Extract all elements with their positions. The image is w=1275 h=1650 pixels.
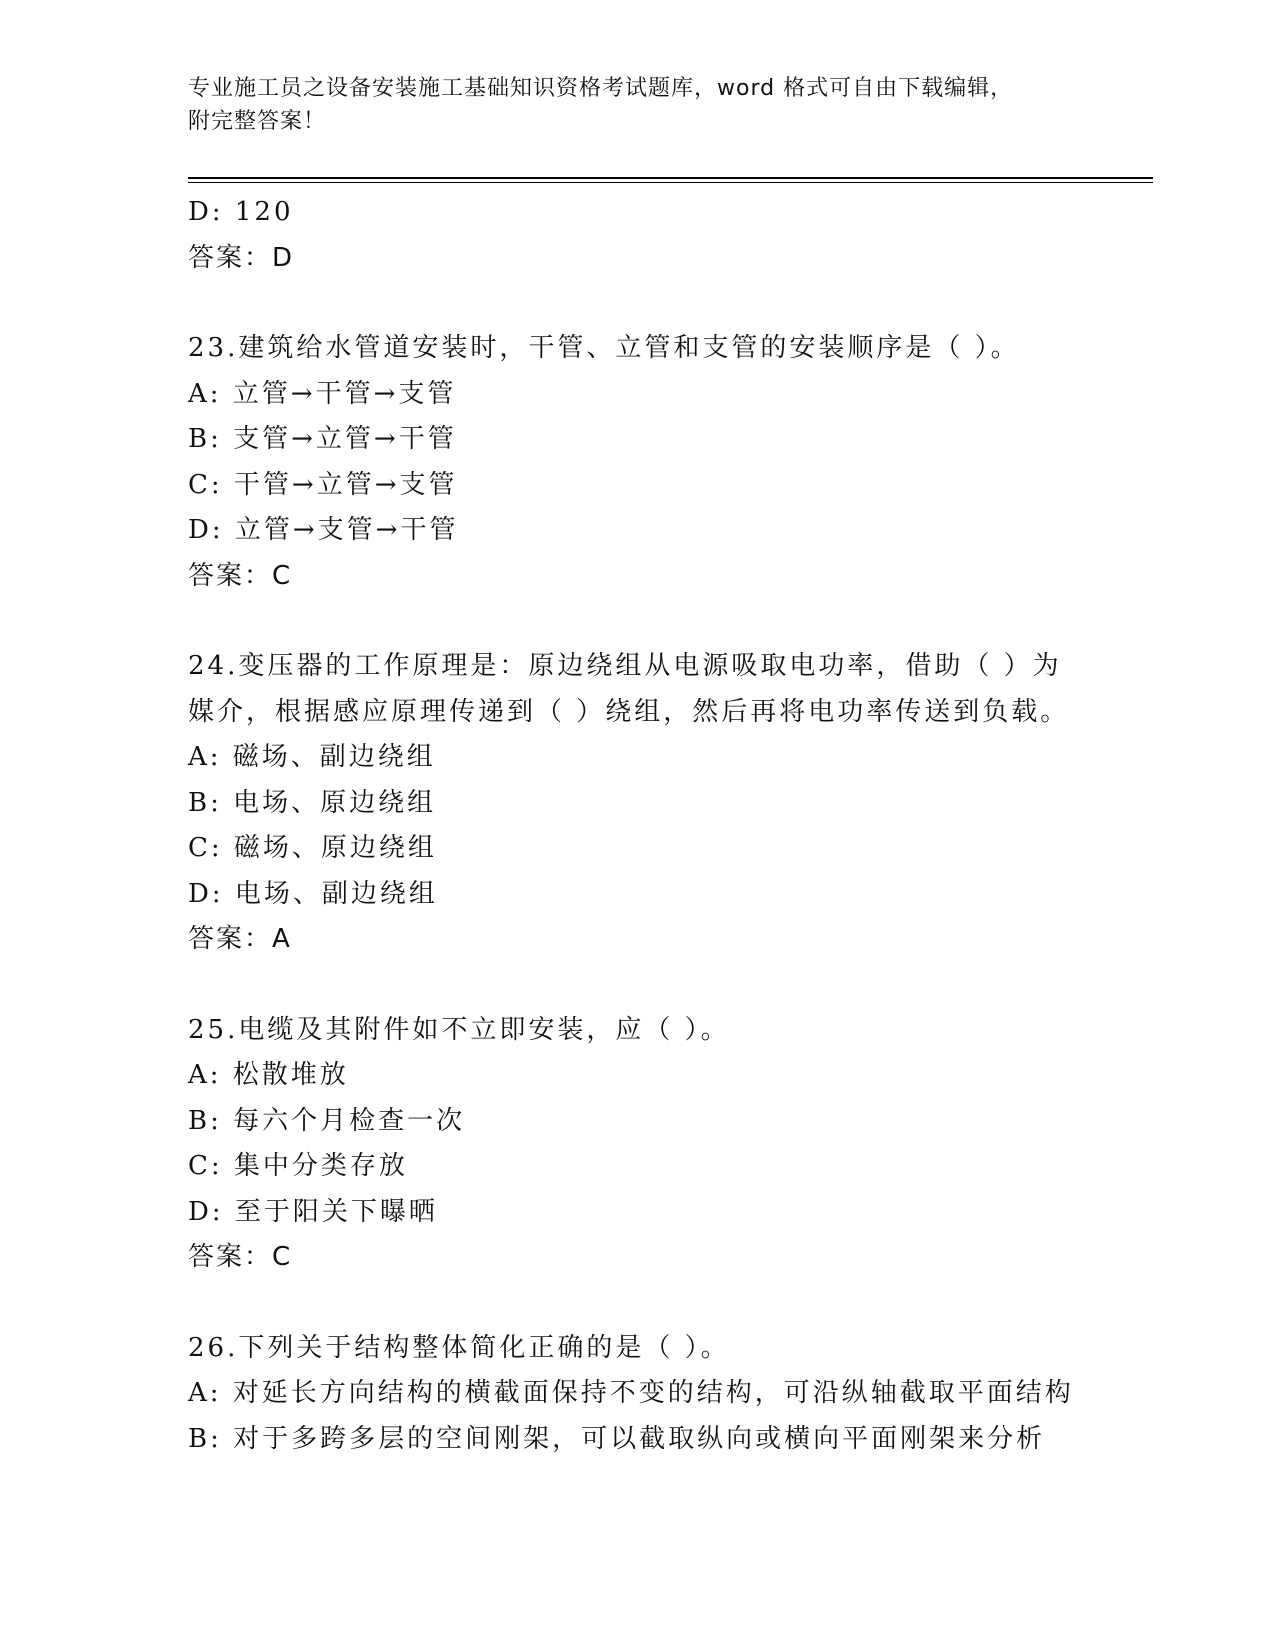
question-stem: 25.电缆及其附件如不立即安装，应（ ）。 [188,1014,730,1045]
question-content [188,190,1168,1462]
question-block-24 [188,644,1168,963]
option-d: D: 立管→支管→干管 [188,515,459,545]
option-a: A: 松散堆放 [188,1060,349,1090]
option-c: C: 干管→立管→支管 [188,469,458,500]
answer-line: 答案：C [188,560,293,591]
option-b: B: 支管→立管→干管 [188,424,457,454]
question-stem: 23.建筑给水管道安装时，干管、立管和支管的安装顺序是（ ）。 [188,333,1020,363]
carryover-option-d: D: 120 [188,197,294,227]
question-stem-continued: 媒介，根据感应原理传递到（ ）绕组，然后再将电功率传送到负载。 [188,696,1070,727]
option-a: A: 立管→干管→支管 [188,378,457,409]
header-line-1: 专业施工员之设备安装施工基础知识资格考试题库，word 格式可自由下载编辑， [188,76,1014,101]
answer-line: 答案：A [188,924,292,954]
document-header [188,72,1088,138]
option-d: D: 至于阳关下曝晒 [188,1196,438,1227]
question-stem: 24.变压器的工作原理是：原边绕组从电源吸取电功率，借助（ ）为 [188,651,1062,681]
question-block-26 [188,1326,1168,1463]
option-a: A: 对延长方向结构的横截面保持不变的结构，可沿纵轴截取平面结构 [188,1378,1074,1408]
carryover-answer: 答案：D [188,242,295,273]
option-a: A: 磁场、副边绕组 [188,742,436,772]
option-b: B: 电场、原边绕组 [188,787,437,818]
option-d: D: 电场、副边绕组 [188,878,438,909]
answer-line: 答案：C [188,1242,293,1272]
option-c: C: 磁场、原边绕组 [188,833,437,863]
option-c: C: 集中分类存放 [188,1151,408,1181]
option-b: B: 对于多跨多层的空间刚架，可以截取纵向或横向平面刚架来分析 [188,1423,1046,1454]
question-block-23 [188,326,1168,599]
header-divider-thin [188,182,1153,183]
question-stem: 26.下列关于结构整体简化正确的是（ ）。 [188,1332,730,1363]
question-block-25 [188,1008,1168,1281]
header-divider-thick [188,177,1153,179]
header-line-2: 附完整答案！ [188,109,327,134]
option-b: B: 每六个月检查一次 [188,1105,466,1136]
